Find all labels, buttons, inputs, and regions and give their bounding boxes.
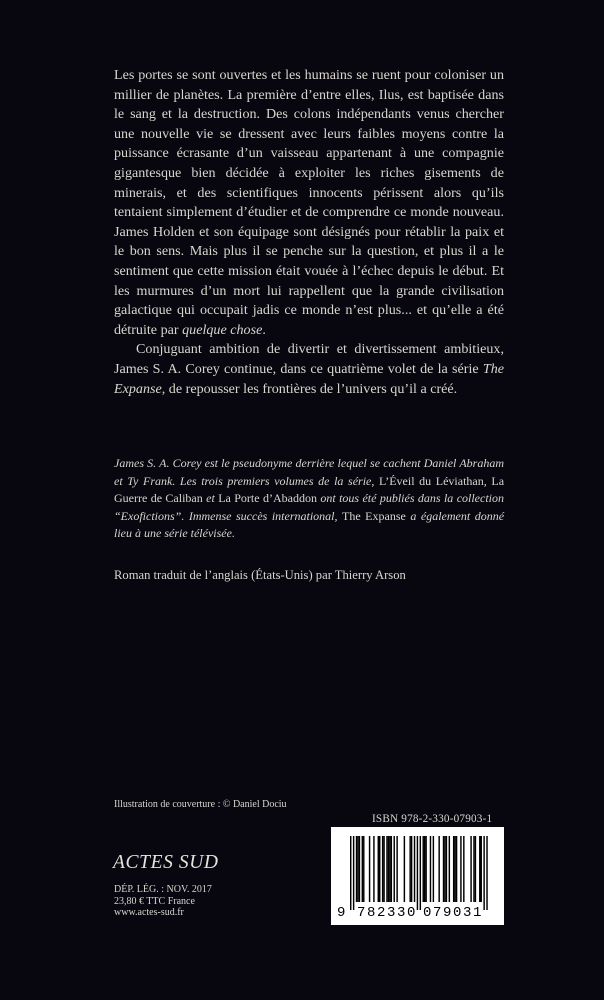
barcode-bar bbox=[396, 836, 397, 902]
series-title: The Expanse bbox=[114, 360, 504, 397]
barcode-bar bbox=[373, 836, 374, 902]
barcode-bar bbox=[362, 836, 363, 902]
barcode-digits bbox=[331, 904, 504, 922]
blurb-paragraph-1 bbox=[114, 66, 504, 340]
barcode-lead-digit: 9 bbox=[337, 905, 346, 921]
legal-info bbox=[114, 884, 212, 919]
barcode-bar bbox=[438, 836, 439, 902]
barcode-bar bbox=[394, 836, 395, 902]
book-title-1: L’Éveil du Léviathan bbox=[379, 473, 484, 488]
barcode-bar bbox=[433, 836, 434, 902]
barcode-bar bbox=[424, 836, 425, 902]
barcode-bar bbox=[479, 836, 480, 902]
blurb-paragraph-2-text: Conjuguant ambition de divertir et divertissement ambitieux, James S. A. Corey continue, dans ce quatrième volet de la série bbox=[114, 341, 504, 377]
back-cover-blurb bbox=[114, 66, 504, 399]
barcode-bar bbox=[473, 836, 474, 902]
barcode-bar bbox=[443, 836, 444, 902]
barcode-bar bbox=[449, 836, 450, 902]
bio-text-5: a également donné lieu à une série télévisée. bbox=[114, 508, 505, 540]
bio-text-2: , bbox=[483, 473, 487, 488]
barcode-bar bbox=[411, 836, 412, 902]
barcode-bar bbox=[454, 836, 455, 902]
barcode-bar bbox=[382, 836, 383, 902]
barcode-bar bbox=[409, 836, 410, 902]
barcode-bar bbox=[391, 836, 392, 902]
blurb-paragraph-1-text: Les portes se sont ouvertes et les humains se ruent pour coloniser un millier de planètes. La première d’entre elles, Ilus, est baptisée dans le sang et la destruction. Des colons indépendants venus chercher une nouvelle vie se dressent avec leurs faibles moyens contre la puissance écrasante d’un vaisseau appartenant à une compagnie gigantesque bien décidée à exploiter les riches gisements de minerais, et des scientifiques innocents périssent alors qu’ils tentaient simplement d’étudier et de comprendre ce monde nouveau. James Holden et son équipage sont désignés pour rétablir la paix et le bon sens. Mais plus il se penche sur la question, et plus il a le sentiment que cette mission était vouée à l’échec depuis le début. Et les murmures d’un mort lui rappellent que la grande civilisation galactique qui occupait jadis ce monde n’est plus... et qu’elle a été détruite par bbox=[114, 67, 504, 338]
barcode-bar bbox=[425, 836, 426, 902]
barcode-bar bbox=[430, 836, 431, 902]
bio-text-3: et bbox=[206, 491, 215, 505]
barcode-bar bbox=[378, 836, 379, 902]
barcode-bar bbox=[363, 836, 364, 902]
blurb-paragraph-2 bbox=[114, 340, 504, 399]
barcode-bar bbox=[388, 836, 389, 902]
barcode-bar bbox=[350, 836, 351, 910]
barcode-bar bbox=[383, 836, 384, 902]
blurb-paragraph-2-end: , de repousser les frontières de l’univers qu’il a créé. bbox=[161, 380, 458, 397]
barcode-bar bbox=[359, 836, 360, 902]
isbn-label: ISBN 978-2-330-07903-1 bbox=[372, 813, 493, 825]
legal-deposit: DÉP. LÉG. : NOV. 2017 bbox=[114, 884, 212, 895]
barcode-bar bbox=[423, 836, 424, 902]
publisher-website[interactable]: www.actes-sud.fr bbox=[114, 907, 184, 919]
blurb-italic-phrase: quelque chose bbox=[182, 321, 263, 338]
barcode-bar bbox=[404, 836, 405, 902]
publisher-logo: ACTES SUD bbox=[113, 852, 219, 873]
barcode-bar bbox=[460, 836, 461, 902]
barcode-bar bbox=[420, 836, 421, 910]
barcode-bar bbox=[386, 836, 387, 902]
barcode-bar bbox=[356, 836, 357, 902]
barcode-bar bbox=[456, 836, 457, 902]
barcode-bar bbox=[357, 836, 358, 902]
barcode-bar bbox=[463, 836, 464, 902]
author-bio bbox=[114, 455, 504, 543]
barcode-bar bbox=[379, 836, 380, 902]
barcode-bar bbox=[417, 836, 418, 910]
barcode-bar bbox=[353, 836, 354, 910]
barcode-bar bbox=[483, 836, 484, 910]
book-title-2: La Guerre de Caliban bbox=[114, 473, 505, 505]
barcode-bar bbox=[486, 836, 487, 910]
barcode-bar bbox=[414, 836, 415, 902]
barcode-bar bbox=[475, 836, 476, 902]
barcode-bar bbox=[446, 836, 447, 902]
barcode-bar bbox=[369, 836, 370, 902]
series-title-bio: The Expanse bbox=[342, 508, 406, 523]
barcode-right-group: 079031 bbox=[423, 905, 484, 921]
barcode-bar bbox=[444, 836, 445, 902]
translator-credit: Roman traduit de l’anglais (États-Unis) par Thierry Arson bbox=[114, 568, 406, 582]
bio-text-1: James S. A. Corey est le pseudonyme derrière lequel se cachent Daniel Abraham et Ty Frank. Les trois premiers volumes de la série, bbox=[114, 456, 504, 488]
barcode bbox=[331, 827, 504, 925]
barcode-bar bbox=[470, 836, 471, 902]
barcode-bar bbox=[481, 836, 482, 902]
barcode-bar bbox=[453, 836, 454, 902]
bio-text-4: ont tous été publiés dans la collection “Exofictions”. Immense succès international, bbox=[114, 491, 505, 523]
price: 23,80 € TTC France bbox=[114, 895, 195, 907]
illustration-credit: Illustration de couverture : © Daniel Dociu bbox=[114, 799, 287, 810]
book-title-3: La Porte d’Abaddon bbox=[218, 491, 317, 505]
barcode-left-group: 782330 bbox=[357, 905, 418, 921]
barcode-bar bbox=[389, 836, 390, 902]
blurb-paragraph-1-end: . bbox=[262, 321, 266, 338]
